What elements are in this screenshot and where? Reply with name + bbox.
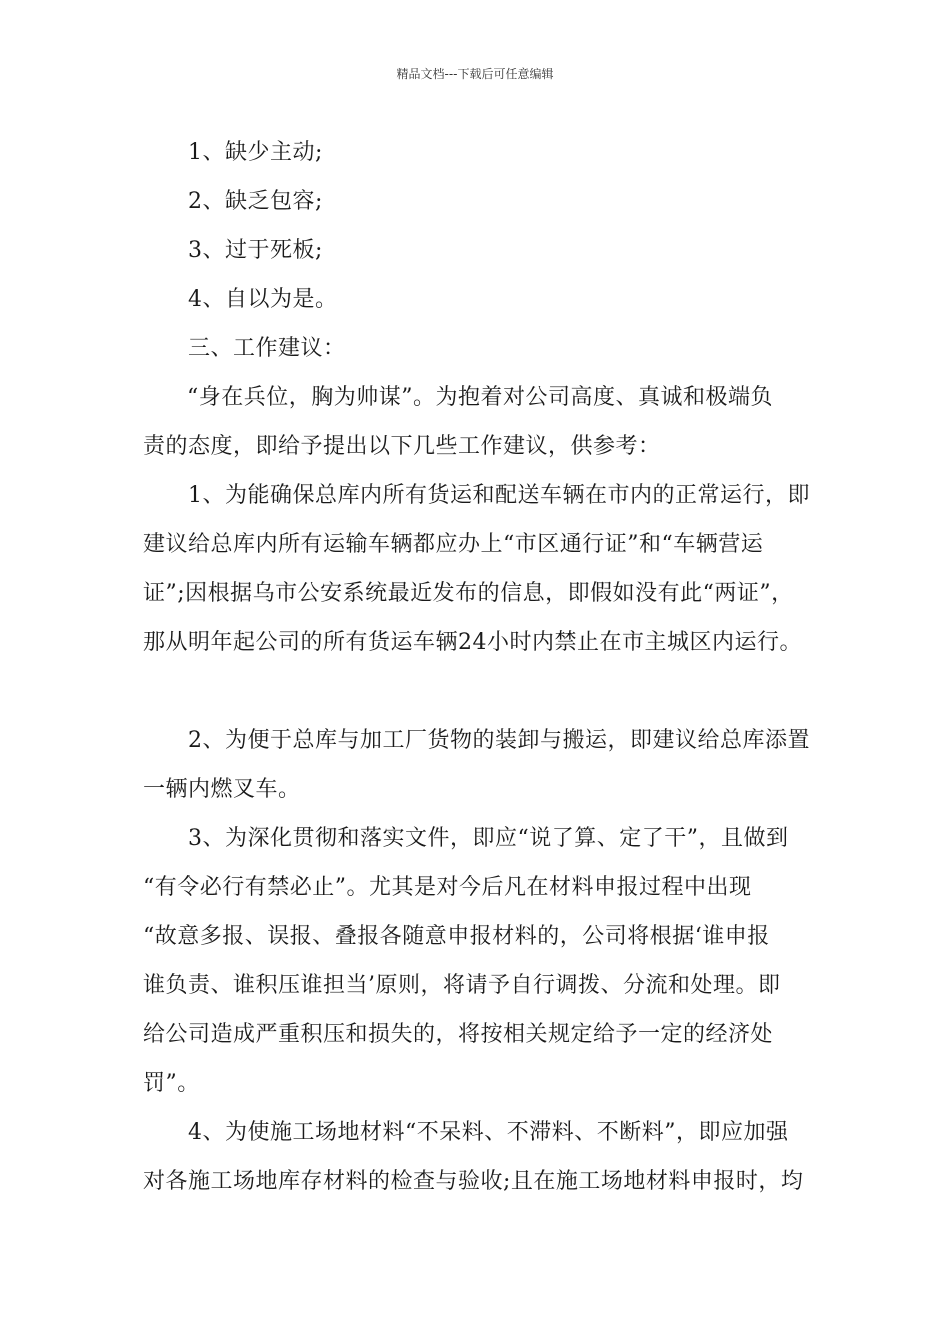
list-item-3: 3、过于死板; [188, 238, 323, 263]
paragraph-line: 1、为能确保总库内所有货运和配送车辆在市内的正常运行，即 [188, 483, 810, 508]
paragraph-line: 2、为便于总库与加工厂货物的装卸与搬运，即建议给总库添置 [188, 728, 810, 753]
paragraph-line: 给公司造成严重积压和损失的，将按相关规定给予一定的经济处 [143, 1022, 774, 1047]
paragraph-line: 谁负责、谁积压谁担当’原则，将请予自行调拨、分流和处理。即 [143, 973, 781, 998]
paragraph-line: 4、为使施工场地材料“不呆料、不滞料、不断料”，即应加强 [188, 1120, 789, 1145]
blank-line [143, 667, 811, 716]
paragraph-line: 对各施工场地库存材料的检查与验收;且在施工场地材料申报时，均 [143, 1169, 804, 1194]
paragraph-line: 一辆内燃叉车。 [143, 777, 301, 802]
paragraph-line: 证”;因根据乌市公安系统最近发布的信息，即假如没有此“两证”， [143, 581, 794, 606]
paragraph-line: 建议给总库内所有运输车辆都应办上“市区通行证”和“车辆营运 [143, 532, 764, 557]
document-body [143, 128, 811, 1206]
paragraph-line: “有令必行有禁必止”。尤其是对今后凡在材料申报过程中出现 [143, 875, 752, 900]
list-item-4: 4、自以为是。 [188, 287, 338, 312]
list-item-1: 1、缺少主动; [188, 140, 323, 165]
page-header: 精品文档---下载后可任意编辑 [396, 67, 554, 81]
paragraph-line: 那从明年起公司的所有货运车辆24小时内禁止在市主城区内运行。 [143, 630, 802, 655]
paragraph-line: “身在兵位，胸为帅谋”。为抱着对公司高度、真诚和极端负 [187, 385, 773, 410]
section-heading: 三、工作建议： [188, 336, 346, 361]
paragraph-line: 3、为深化贯彻和落实文件，即应“说了算、定了干”，且做到 [188, 826, 789, 851]
paragraph-line: 罚”。 [143, 1071, 200, 1096]
paragraph-line: “故意多报、误报、叠报各随意申报材料的，公司将根据‘谁申报 [143, 924, 770, 949]
list-item-2: 2、缺乏包容; [188, 189, 323, 214]
paragraph-line: 责的态度，即给予提出以下几些工作建议，供参考： [143, 434, 661, 459]
